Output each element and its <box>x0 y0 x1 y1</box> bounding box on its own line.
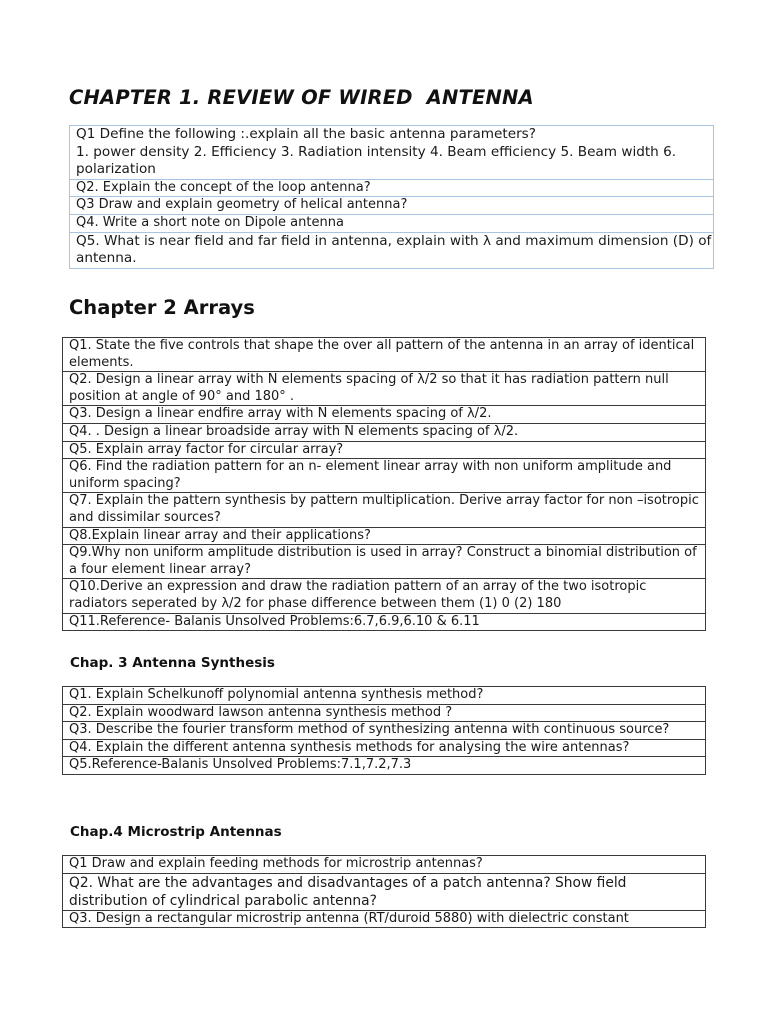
chapter-4-heading: Chap.4 Microstrip Antennas <box>70 824 282 840</box>
question-row: Q5. What is near field and far field in antenna, explain with λ and maximum dimension (D) of antenna. <box>70 232 714 268</box>
question-row: Q1. State the five controls that shape the over all pattern of the antenna in an array of identical elements. <box>63 338 706 372</box>
question-row: Q3 Draw and explain geometry of helical antenna? <box>70 197 714 215</box>
chapter-3-heading: Chap. 3 Antenna Synthesis <box>70 655 275 671</box>
question-row: Q1 Draw and explain feeding methods for microstrip antennas? <box>63 856 706 874</box>
chapter-1-question-table <box>69 125 714 269</box>
chapter-3-question-table <box>62 686 706 775</box>
chapter-2-question-table <box>62 337 706 631</box>
chapter-1-heading: CHAPTER 1. REVIEW OF WIRED ANTENNA <box>69 86 534 109</box>
question-row: Q4. . Design a linear broadside array with N elements spacing of λ/2. <box>63 423 706 441</box>
question-row: Q2. Explain the concept of the loop antenna? <box>70 179 714 197</box>
question-row: Q8.Explain linear array and their applications? <box>63 527 706 545</box>
question-row: Q5. Explain array factor for circular array? <box>63 441 706 459</box>
question-row: Q2. Explain woodward lawson antenna synthesis method ? <box>63 704 706 722</box>
question-row: Q10.Derive an expression and draw the radiation pattern of an array of the two isotropic radiators seperated by λ/2 for phase difference between them (1) 0 (2) 180 <box>63 579 706 613</box>
question-row: Q11.Reference- Balanis Unsolved Problems:6.7,6.9,6.10 & 6.11 <box>63 613 706 631</box>
question-row: Q3. Design a rectangular microstrip antenna (RT/duroid 5880) with dielectric constant <box>63 910 706 928</box>
question-row: Q4. Write a short note on Dipole antenna <box>70 214 714 232</box>
chapter-4-question-table <box>62 855 706 928</box>
question-row: Q4. Explain the different antenna synthesis methods for analysing the wire antennas? <box>63 739 706 757</box>
question-row: Q1. Explain Schelkunoff polynomial antenna synthesis method? <box>63 687 706 705</box>
question-row: Q3. Describe the fourier transform method of synthesizing antenna with continuous source? <box>63 722 706 740</box>
question-row: Q7. Explain the pattern synthesis by pattern multiplication. Derive array factor for non –isotropic and dissimilar sources? <box>63 493 706 527</box>
chapter-2-heading: Chapter 2 Arrays <box>69 296 255 319</box>
question-row: Q5.Reference-Balanis Unsolved Problems:7.1,7.2,7.3 <box>63 757 706 775</box>
question-row: Q2. What are the advantages and disadvantages of a patch antenna? Show field distribution of cylindrical parabolic antenna? <box>63 873 706 910</box>
question-row: Q3. Design a linear endfire array with N elements spacing of λ/2. <box>63 406 706 424</box>
question-row: Q6. Find the radiation pattern for an n- element linear array with non uniform amplitude and uniform spacing? <box>63 459 706 493</box>
question-row: Q1 Define the following :.explain all the basic antenna parameters? 1. power density 2. Efficiency 3. Radiation intensity 4. Beam efficiency 5. Beam width 6. polarization <box>70 126 714 180</box>
question-row: Q2. Design a linear array with N elements spacing of λ/2 so that it has radiation pattern null position at angle of 90° and 180° . <box>63 372 706 406</box>
question-row: Q9.Why non uniform amplitude distribution is used in array? Construct a binomial distribution of a four element linear array? <box>63 545 706 579</box>
